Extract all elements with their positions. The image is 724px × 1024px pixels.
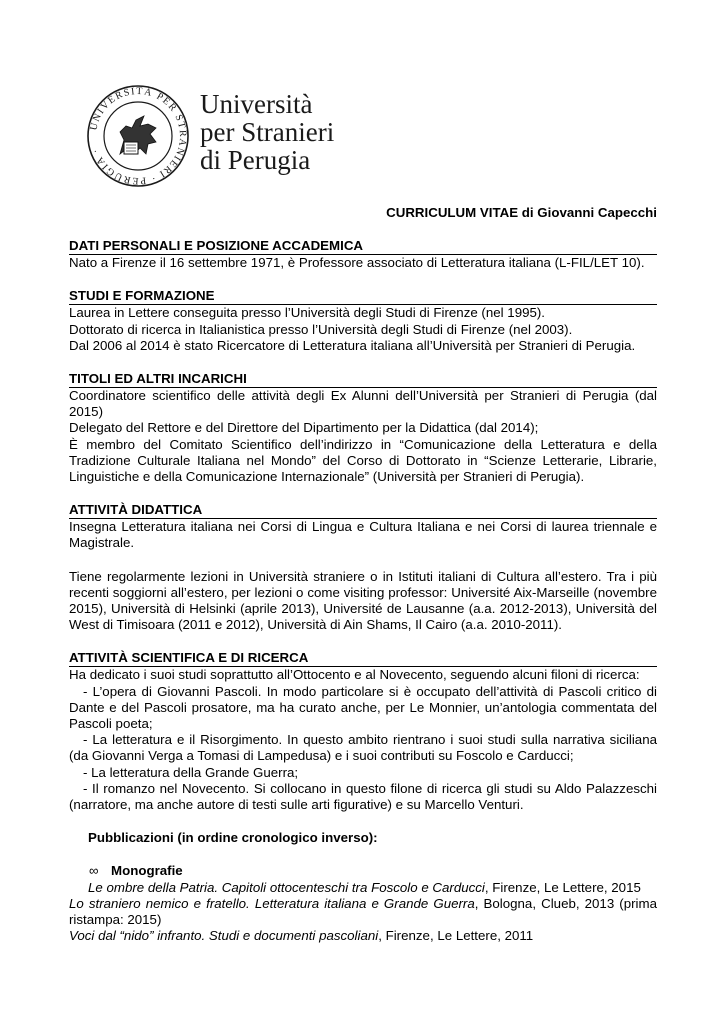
research-item: - Il romanzo nel Novecento. Si collocano in questo filone di ricerca gli studi su Aldo Palazzeschi (narratore, ma anche autore di testi sulle arti figurative) e su Marcello Venturi.	[69, 780, 657, 813]
section-title: STUDI E FORMAZIONE	[69, 288, 657, 305]
publication-details: , Firenze, Le Lettere, 2015	[484, 879, 641, 895]
university-name-line1: Università	[200, 89, 313, 119]
section-title: ATTIVITÀ SCIENTIFICA E DI RICERCA	[69, 650, 657, 667]
publication-details: , Firenze, Le Lettere, 2011	[378, 928, 534, 944]
university-logo	[86, 84, 335, 194]
research-item: - La letteratura della Grande Guerra;	[83, 764, 299, 780]
cv-title: CURRICULUM VITAE di Giovanni Capecchi	[386, 205, 657, 220]
section-titles	[69, 371, 657, 485]
research-item: - L’opera di Giovanni Pascoli. In modo particolare si è occupato dell’attività di Pascoli critico di Dante e del Pascoli prosatore, ma ha curato anche, per Le Monnier, un’antologia commentata del Pascoli poeta;	[69, 683, 657, 732]
section-title: TITOLI ED ALTRI INCARICHI	[69, 371, 657, 388]
section-teaching	[69, 502, 657, 633]
section-line: Delegato del Rettore e del Direttore del Dipartimento per la Didattica (dal 2014);	[69, 420, 539, 436]
publication-title: Voci dal “nido” infranto. Studi e documenti pascoliani	[69, 928, 379, 944]
section-paragraph: Insegna Letteratura italiana nei Corsi di Lingua e Cultura Italiana e nei Corsi di laurea triennale e Magistrale.	[69, 519, 657, 551]
research-item: - La letteratura e il Risorgimento. In questo ambito rientrano i suoi studi sulla narrativa siciliana (da Giovanni Verga a Tomasi di Lampedusa) e i suoi contributi su Foscolo e Carducci;	[69, 732, 657, 764]
university-name-line2: per Stranieri	[200, 117, 335, 147]
section-line: Coordinatore scientifico delle attività degli Ex Alunni dell’Università per Stranieri di Perugia (dal 2015)	[69, 388, 657, 420]
publications-title: Pubblicazioni (in ordine cronologico inverso):	[88, 830, 378, 846]
publication-item	[69, 880, 657, 896]
university-name-line3: di Perugia	[200, 145, 311, 175]
section-paragraph: Ha dedicato i suoi studi soprattutto all’Ottocento e al Novecento, seguendo alcuni filoni di ricerca:	[69, 667, 640, 683]
monographs-title: Monografie	[111, 863, 183, 879]
publication-item	[69, 896, 657, 928]
section-title: DATI PERSONALI E POSIZIONE ACCADEMICA	[69, 238, 657, 255]
publication-details: , Bologna, Clueb, 2013 (prima ristampa: 2015)	[69, 895, 657, 928]
cv-body	[69, 205, 657, 945]
monographs-heading	[89, 863, 657, 879]
section-title: ATTIVITÀ DIDATTICA	[69, 502, 657, 519]
university-name	[200, 90, 334, 174]
publication-title: Le ombre della Patria. Capitoli ottocenteschi tra Foscolo e Carducci	[88, 879, 485, 895]
university-seal-icon	[86, 84, 190, 188]
infinity-bullet-icon: ∞	[89, 863, 99, 879]
section-line: Laurea in Lettere conseguita presso l’Università degli Studi di Firenze (nel 1995).	[69, 305, 546, 321]
svg-text:UNIVERSITÀ PER STRANIERI · PER: UNIVERSITÀ PER STRANIERI · PERUGIA ·	[88, 85, 189, 187]
publication-item	[69, 928, 657, 944]
section-text: Nato a Firenze il 16 settembre 1971, è Professore associato di Letteratura italiana (L-FIL/LET 10).	[69, 255, 645, 271]
section-line: Dottorato di ricerca in Italianistica presso l’Università degli Studi di Firenze (nel 2003).	[69, 321, 573, 337]
section-line: Dal 2006 al 2014 è stato Ricercatore di Letteratura italiana all’Università per Stranieri di Perugia.	[69, 337, 636, 353]
section-personal	[69, 238, 657, 271]
section-line: È membro del Comitato Scientifico dell’indirizzo in “Comunicazione della Letteratura e della Tradizione Culturale Italiana nel Mondo” del Corso di Dottorato in “Scienze Letterarie, Librarie, Linguistiche e della Comunicazione Internazionale” (Università per Stranieri di Perugia).	[69, 436, 657, 485]
section-studies	[69, 288, 657, 354]
section-research	[69, 650, 657, 813]
section-paragraph: Tiene regolarmente lezioni in Università straniere o in Istituti italiani di Cultura all’estero. Tra i più recenti soggiorni all’estero, per lezioni o come visiting professor: Université Aix-Marseille (novembre 2015), Università di Helsinki (aprile 2013), Université de Lausanne (a.a. 2012-2013), Università del West di Timisoara (2011 e 2012), Università di Ain Shams, Il Cairo (a.a. 2010-2011).	[69, 568, 657, 633]
publication-title: Lo straniero nemico e fratello. Letteratura italiana e Grande Guerra	[69, 895, 475, 911]
